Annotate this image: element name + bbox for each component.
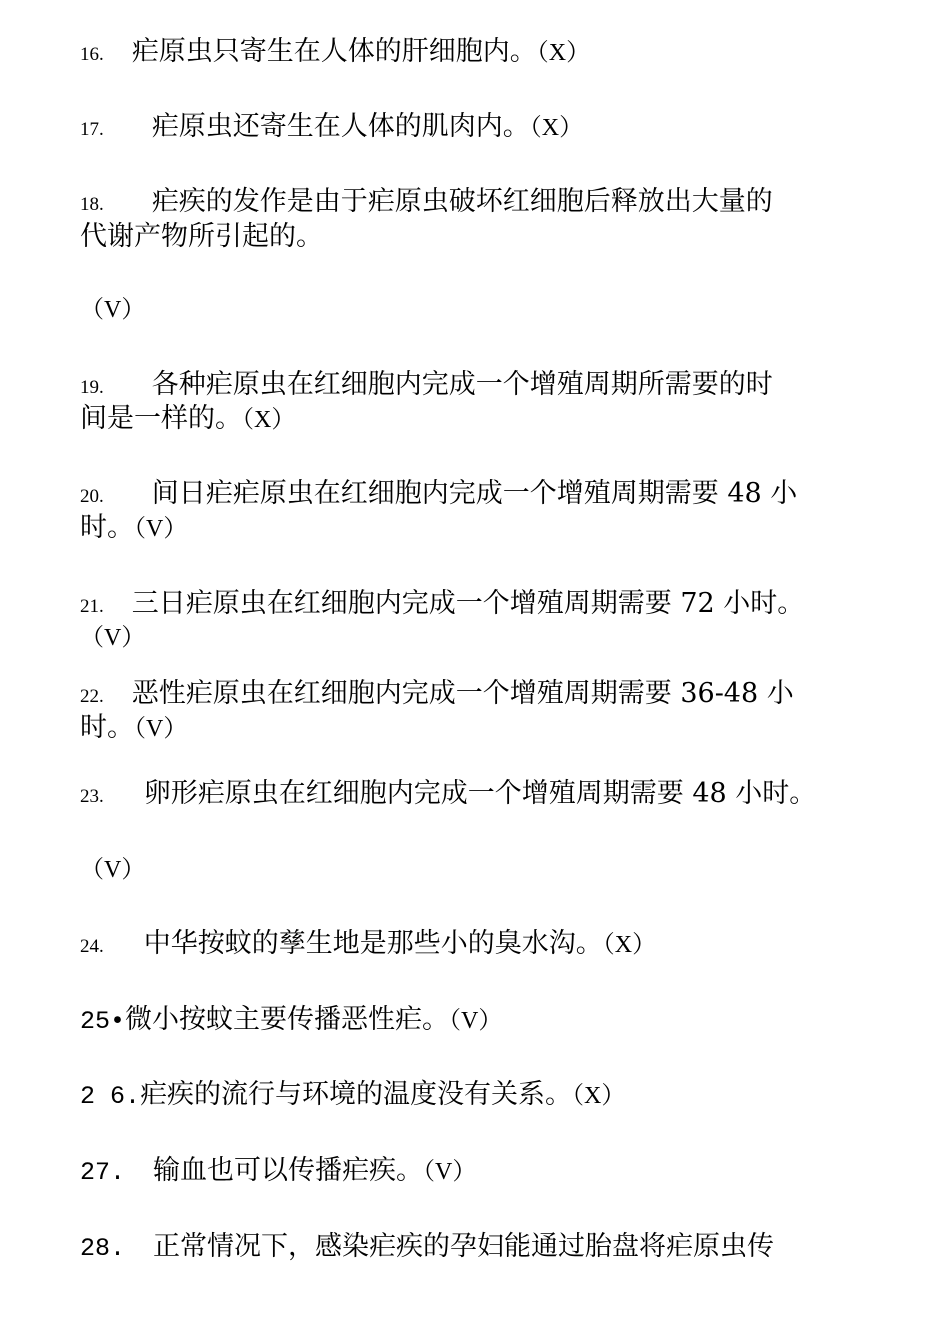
question-text: 疟疾的流行与环境的温度没有关系。 [140, 1079, 573, 1110]
question-number: 2 6. [80, 1082, 141, 1111]
question-text: 中华按蚊的孳生地是那些小的臭水沟。 [143, 928, 603, 959]
question-number: 22. [80, 686, 104, 707]
question-18-continued [80, 220, 323, 254]
question-number: 24. [80, 936, 104, 957]
question-19 [80, 368, 773, 405]
question-19-continued [80, 402, 295, 437]
question-23-answer [80, 852, 145, 887]
question-22-continued [80, 711, 187, 746]
answer-mark: （X） [602, 932, 657, 958]
question-text-continued: 时。 [80, 712, 134, 743]
question-number: 20. [80, 486, 104, 507]
question-number: 21. [80, 596, 104, 617]
question-23 [80, 777, 816, 814]
question-text-continued: 代谢产物所引起的。 [80, 221, 323, 252]
question-16 [80, 35, 590, 72]
question-24 [80, 927, 656, 964]
question-number: 19. [80, 377, 104, 398]
question-number: 17. [80, 119, 104, 140]
question-text: 恶性疟原虫在红细胞内完成一个增殖周期需要 36-48 小 [131, 678, 794, 709]
answer-mark: （V） [134, 716, 188, 742]
answer-mark: （X） [572, 1083, 626, 1109]
question-text: 疟原虫还寄生在人体的肌肉内。 [151, 111, 530, 142]
question-text: 输血也可以传播疟疾。 [153, 1155, 424, 1186]
question-text: 间日疟疟原虫在红细胞内完成一个增殖周期需要 48 小 [151, 478, 798, 509]
answer-mark: （X） [242, 407, 296, 433]
question-text: 各种疟原虫在红细胞内完成一个增殖周期所需要的时 [151, 369, 773, 400]
answer-mark: （V） [449, 1008, 503, 1034]
question-text: 卵形疟原虫在红细胞内完成一个增殖周期需要 48 小时。 [143, 778, 817, 809]
question-number: 28. [80, 1234, 126, 1263]
question-17 [80, 110, 583, 147]
question-number: 16. [80, 44, 104, 65]
question-number: 18. [80, 194, 104, 215]
question-text: 疟原虫只寄生在人体的肝细胞内。 [131, 36, 537, 67]
question-text: 疟疾的发作是由于疟原虫破坏红细胞后释放出大量的 [151, 186, 773, 217]
question-number: 23. [80, 786, 104, 807]
question-20 [80, 477, 797, 514]
answer-mark: （V） [134, 516, 188, 542]
question-number: 27. [80, 1158, 126, 1187]
answer-mark: （X） [529, 115, 584, 141]
question-28 [80, 1230, 774, 1266]
question-number: 25• [80, 1007, 126, 1036]
question-text: 三日疟原虫在红细胞内完成一个增殖周期需要 72 小时。 [131, 588, 805, 619]
question-20-continued [80, 511, 187, 546]
question-text: 正常情况下，感染疟疾的孕妇能通过胎盘将疟原虫传 [153, 1231, 775, 1262]
question-26 [80, 1078, 625, 1114]
question-text-continued: 间是一样的。 [80, 403, 242, 434]
answer-mark: （V） [80, 625, 146, 651]
answer-mark: （V） [80, 857, 146, 883]
question-18-answer [80, 292, 145, 327]
question-21 [80, 587, 804, 624]
question-27 [80, 1154, 476, 1190]
answer-mark: （X） [536, 40, 591, 66]
answer-mark: （V） [80, 297, 146, 323]
question-22 [80, 677, 794, 714]
answer-mark: （V） [423, 1159, 477, 1185]
question-25 [80, 1003, 502, 1039]
question-18 [80, 185, 773, 222]
question-text-continued: 时。 [80, 512, 134, 543]
question-text: 微小按蚊主要传播恶性疟。 [125, 1004, 450, 1035]
question-21-answer [80, 620, 145, 655]
